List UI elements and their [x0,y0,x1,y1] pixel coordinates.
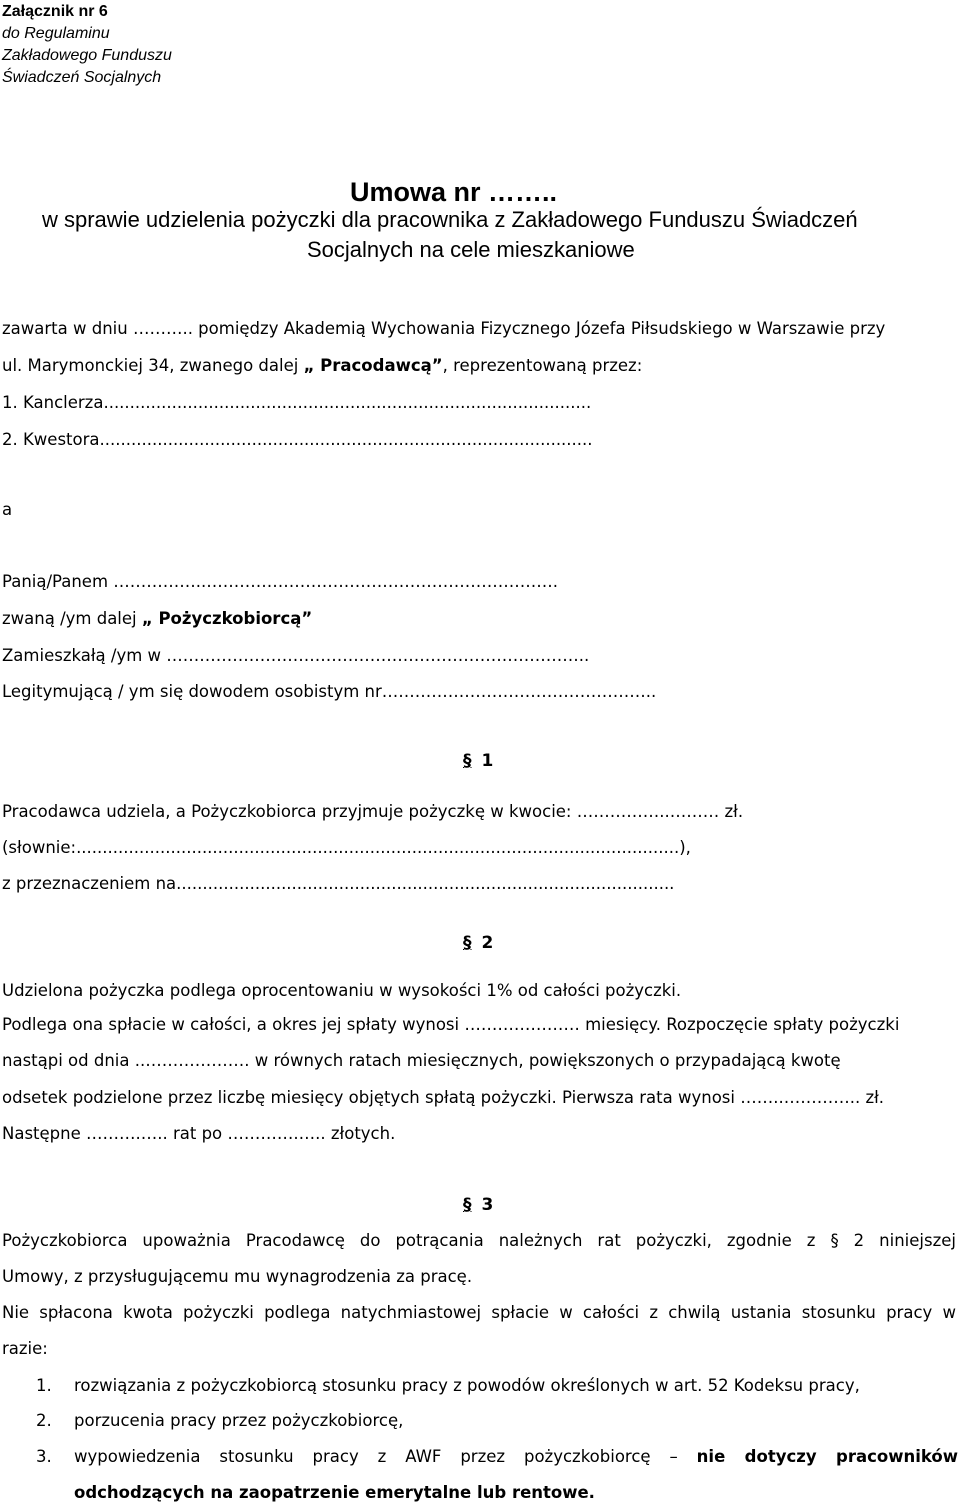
list-item-1-number: 1. [36,1376,52,1395]
section-1-heading: § 1 [463,751,494,771]
deduction-authorization-line2: Umowy, z przysługującemu mu wynagrodzenia za pracę. [2,1267,473,1286]
repayment-start-line: nastąpi od dnia ..………………. w równych ratach miesięcznych, powiększonych o przypadającą kwotę [2,1051,841,1070]
representative-bursar: 2. Kwestora.............................................................................................. [2,430,593,449]
repayment-period-line: Podlega ona spłacie w całości, a okres jej spłaty wynosi ………………… miesięcy. Rozpoczęcie spłaty pożyczki [2,1015,900,1034]
list-item-1-text: rozwiązania z pożyczkobiorcą stosunku pracy z powodów określonych w art. 52 Kodeksu pracy, [74,1376,860,1395]
contract-title: Umowa nr …….. [350,177,558,207]
section-3-heading: § 3 [463,1195,494,1215]
attachment-number: Załącznik nr 6 [2,3,108,20]
list-item-3-continuation: odchodzących na zaopatrzenie emerytalne lub rentowe. [74,1483,595,1502]
paragraph-sign: § [463,751,472,771]
conjunction-a: a [2,500,13,519]
borrower-id-line: Legitymującą / ym się dowodem osobistym nr………………………………………….. [2,682,657,701]
regulation-reference-line2: Zakładowego Funduszu [2,47,172,64]
representative-chancellor: 1. Kanclerza............................................................................................. [2,393,592,412]
loan-amount-words-line: (słownie:...................................................................................................................), [2,838,691,857]
list-item-2-text: porzucenia pracy przez pożyczkobiorcę, [74,1411,404,1430]
loan-amount-line: Pracodawca udziela, a Pożyczkobiorca przyjmuje pożyczkę w kwocie: ……………..……… zł. [2,802,744,821]
paragraph-sign: § [463,933,472,953]
list-item-2-number: 2. [36,1411,52,1430]
exemption-note: nie dotyczy pracowników [696,1447,958,1466]
regulation-reference-line1: do Regulaminu [2,25,110,42]
borrower-address-line: Zamieszkałą /ym w ………………………………………………………………….. [2,646,590,665]
immediate-repayment-line1: Nie spłacona kwota pożyczki podlega natychmiastowej spłacie w całości z chwilą ustania stosunku pracy w [2,1303,956,1322]
first-installment-line: odsetek podzielone przez liczbę miesięcy objętych spłatą pożyczki. Pierwsza rata wynosi ……..………….. zł. [2,1088,885,1107]
loan-purpose-line: z przeznaczeniem na............................................................................................... [2,874,675,893]
interest-line: Udzielona pożyczka podlega oprocentowaniu w wysokości 1% od całości pożyczki. [2,981,682,1000]
contract-subtitle-line2: Socjalnych na cele mieszkaniowe [307,237,635,262]
immediate-repayment-line2: razie: [2,1339,48,1358]
parties-line2: ul. Marymonckiej 34, zwanego dalej „ Pracodawcą”, reprezentowaną przez: [2,356,643,375]
section-2-heading: § 2 [463,933,494,953]
contract-subtitle-line1: w sprawie udzielenia pożyczki dla pracownika z Zakładowego Funduszu Świadczeń [42,207,858,232]
parties-line1: zawarta w dniu ……….. pomiędzy Akademią Wychowania Fizycznego Józefa Piłsudskiego w Warszawie przy [2,319,886,338]
borrower-name-line: Panią/Panem ……………..………………………………………………………. [2,572,559,591]
next-installments-line: Następne ……….….. rat po ………….….. złotych. [2,1124,396,1143]
borrower-term: „ Pożyczkobiorcą” [141,609,313,628]
list-item-3-text: wypowiedzenia stosunku pracy z AWF przez pożyczkobiorcę – nie dotyczy pracowników [74,1447,958,1466]
regulation-reference-line3: Świadczeń Socjalnych [2,69,162,86]
employer-term: „ Pracodawcą” [303,356,443,375]
paragraph-sign: § [463,1195,472,1215]
borrower-term-line: zwaną /ym dalej „ Pożyczkobiorcą” [2,609,313,628]
deduction-authorization-line1: Pożyczkobiorca upoważnia Pracodawcę do potrącania należnych rat pożyczki, zgodnie z § 2 niniejszej [2,1231,956,1250]
list-item-3-number: 3. [36,1447,52,1466]
